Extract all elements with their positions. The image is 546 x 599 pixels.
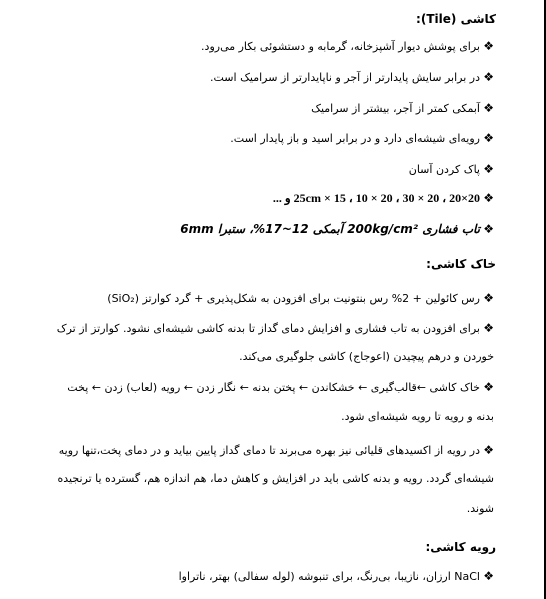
list-item-continuation: شیشه‌ای گردد. رویه و بدنه کاشی باید در افزایش و کاهش دما، هم اندازه هم، گسترده یا ترنجیده [57, 472, 494, 485]
list-item: ❖برای پوشش دیوار آشپزخانه، گرمابه و دستشوئی بکار می‌رود. [201, 39, 494, 53]
diamond-bullet-icon: ❖ [483, 222, 494, 236]
list-item: ❖آبمکی کمتر از آجر، بیشتر از سرامیک [311, 101, 494, 115]
section-title-soil: خاک کاشی: [426, 257, 496, 271]
diamond-bullet-icon: ❖ [483, 162, 494, 176]
list-item: ❖در رویه از اکسیدهای قلیائی نیز بهره می‌برند تا دمای گداز پایین بیاید و در دمای پخت،تنها رویه [58, 443, 494, 457]
list-item-continuation: بدنه و رویه تا رویه شیشه‌ای شود. [341, 410, 494, 423]
diamond-bullet-icon: ❖ [483, 380, 494, 394]
diamond-bullet-icon: ❖ [483, 131, 494, 145]
diamond-bullet-icon: ❖ [483, 291, 494, 305]
list-item: ❖برای افزودن به تاب فشاری و افزایش دمای گداز تا بدنه کاشی شیشه‌ای نشود. کوارتز از ترک [56, 321, 494, 335]
diamond-bullet-icon: ❖ [483, 39, 494, 53]
diamond-bullet-icon: ❖ [483, 569, 494, 583]
diamond-bullet-icon: ❖ [483, 321, 494, 335]
diamond-bullet-icon: ❖ [483, 443, 494, 457]
list-item: ❖خاک کاشی ←قالب‌گیری ← خشکاندن ← پختن بدنه ← نگار زدن ← رویه (لعاب) زدن ← پخت [67, 380, 494, 394]
list-item: ❖رویه‌ای شیشه‌ای دارد و در برابر اسید و باز پایدار است. [230, 131, 494, 145]
section-title-tile: كاشی (Tile): [416, 12, 496, 26]
list-item: ❖پاک کردن آسان [408, 162, 494, 176]
diamond-bullet-icon: ❖ [483, 191, 494, 205]
list-item: ❖NaCl ارزان، نازیبا، بی‌رنگ، برای تنبوشه (لوله سفالی) بهتر، ناتراوا [178, 569, 494, 583]
list-item-properties: ❖تاب فشاری 200kg/cm² آبمکی 12~17%، ستبرا 6mm [180, 222, 494, 236]
list-item: ❖رس کائولین + 2% رس بنتونیت برای افزودن به شکل‌پذیری + گرد کوارتز (SiO₂) [107, 291, 494, 305]
list-item-continuation: شوند. [466, 502, 494, 515]
section-title-glaze: رویه کاشی: [425, 540, 496, 554]
diamond-bullet-icon: ❖ [483, 101, 494, 115]
list-item-continuation: خوردن و درهم پیچیدن (اعوجاج) کاشی جلوگیری می‌کند. [239, 350, 494, 363]
diamond-bullet-icon: ❖ [483, 70, 494, 84]
list-item: ❖در برابر سایش پایدارتر از آجر و ناپایدارتر از سرامیک است. [210, 70, 494, 84]
list-item-sizes: ❖20×20 ، 20 × 30 ، 20 × 10 ، 15 × 25cm و ... [272, 191, 494, 205]
